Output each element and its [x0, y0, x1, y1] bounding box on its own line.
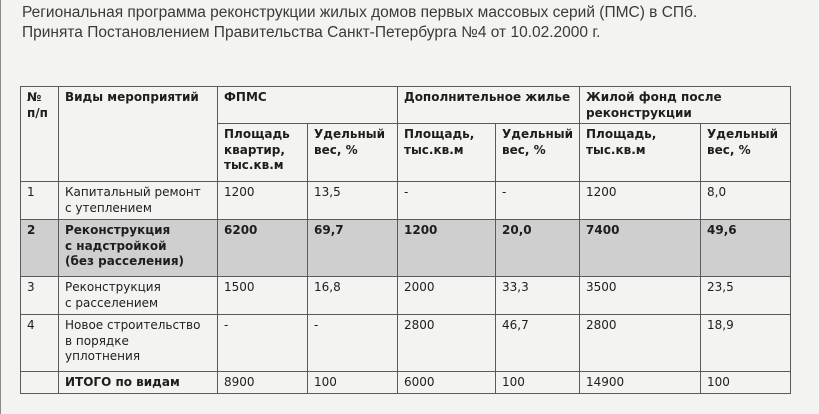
- header-fpms: ФПМС: [218, 87, 398, 124]
- row-additional-area: 2800: [398, 315, 496, 372]
- row-fpms-share: 16,8: [308, 277, 398, 315]
- header-fpms-area: Площадь квартир, тыс.кв.м: [218, 124, 308, 182]
- row-activity: Капитальный ремонт с утеплением: [59, 182, 218, 220]
- row-fpms-area: -: [218, 315, 308, 372]
- row-after-area: 3500: [580, 277, 701, 315]
- total-additional-share: 100: [496, 372, 580, 394]
- row-fpms-area: 1500: [218, 277, 308, 315]
- program-table: [20, 86, 791, 394]
- total-fpms-area: 8900: [218, 372, 308, 394]
- table-row: [21, 315, 791, 372]
- row-fpms-share: 69,7: [308, 220, 398, 277]
- row-additional-share: 33,3: [496, 277, 580, 315]
- row-activity: Реконструкция с надстройкой (без расселения): [59, 220, 218, 277]
- row-after-share: 49,6: [701, 220, 791, 277]
- row-after-share: 8,0: [701, 182, 791, 220]
- row-additional-area: 2000: [398, 277, 496, 315]
- document-heading: [22, 3, 812, 43]
- header-activity: Виды мероприятий: [59, 87, 218, 182]
- total-label: ИТОГО по видам: [59, 372, 218, 394]
- row-after-share: 18,9: [701, 315, 791, 372]
- row-fpms-area: 1200: [218, 182, 308, 220]
- total-after-area: 14900: [580, 372, 701, 394]
- header-after-share: Удельный вес, %: [701, 124, 791, 182]
- table-row-highlighted: [21, 220, 791, 277]
- row-number: 4: [21, 315, 59, 372]
- row-fpms-share: -: [308, 315, 398, 372]
- heading-line-1: Региональная программа реконструкции жилых домов первых массовых серий (ПМС) в СПб.: [22, 4, 698, 21]
- header-housing-after: Жилой фонд после реконструкции: [580, 87, 791, 124]
- table-row: [21, 182, 791, 220]
- total-number-cell: [21, 372, 59, 394]
- row-after-area: 1200: [580, 182, 701, 220]
- total-after-share: 100: [701, 372, 791, 394]
- table-row-total: [21, 372, 791, 394]
- heading-line-2: Принята Постановлением Правительства Санкт-Петербурга №4 от 10.02.2000 г.: [22, 24, 601, 41]
- row-number: 1: [21, 182, 59, 220]
- row-number: 3: [21, 277, 59, 315]
- row-activity: Реконструкция с расселением: [59, 277, 218, 315]
- table-row: [21, 277, 791, 315]
- row-additional-area: 1200: [398, 220, 496, 277]
- row-additional-share: 46,7: [496, 315, 580, 372]
- row-number: 2: [21, 220, 59, 277]
- row-after-share: 23,5: [701, 277, 791, 315]
- header-additional-share: Удельный вес, %: [496, 124, 580, 182]
- header-additional-housing: Дополнительное жилье: [398, 87, 580, 124]
- row-fpms-share: 13,5: [308, 182, 398, 220]
- row-additional-share: -: [496, 182, 580, 220]
- header-number: № п/п: [21, 87, 59, 182]
- total-fpms-share: 100: [308, 372, 398, 394]
- row-additional-share: 20,0: [496, 220, 580, 277]
- row-after-area: 2800: [580, 315, 701, 372]
- total-additional-area: 6000: [398, 372, 496, 394]
- header-fpms-share: Удельный вес, %: [308, 124, 398, 182]
- row-activity: Новое строительство в порядке уплотнения: [59, 315, 218, 372]
- row-fpms-area: 6200: [218, 220, 308, 277]
- header-after-area: Площадь, тыс.кв.м: [580, 124, 701, 182]
- page-edge: [0, 0, 1, 414]
- row-additional-area: -: [398, 182, 496, 220]
- row-after-area: 7400: [580, 220, 701, 277]
- header-additional-area: Площадь, тыс.кв.м: [398, 124, 496, 182]
